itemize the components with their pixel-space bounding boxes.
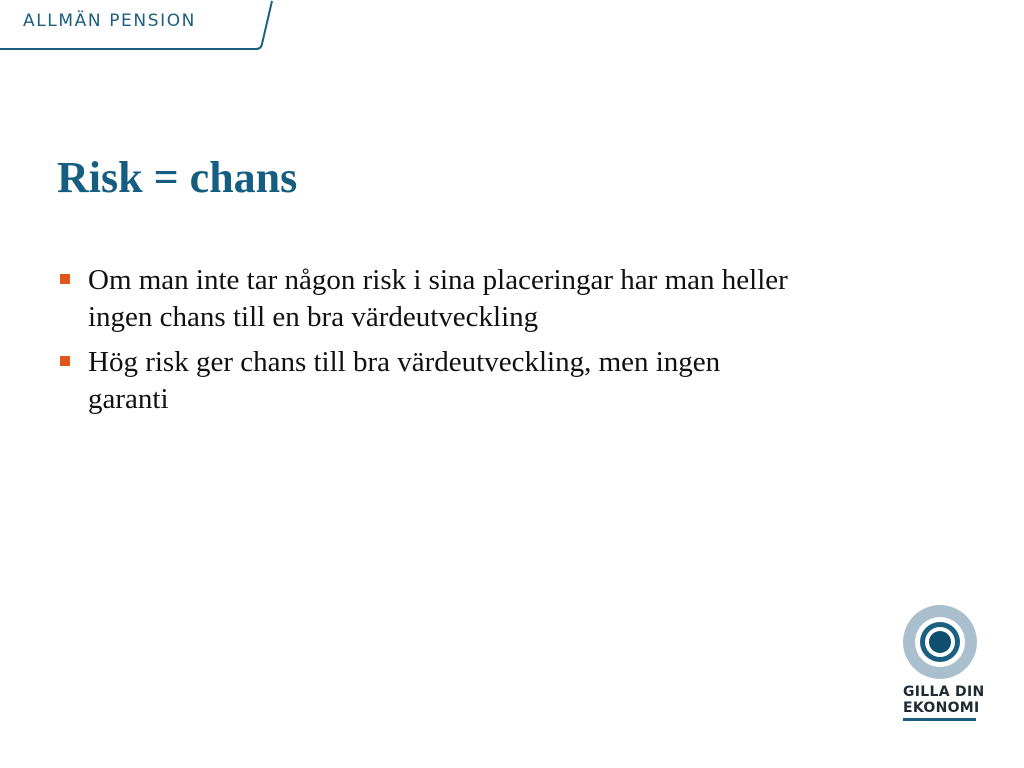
bullet-text: Hög risk ger chans till bra värdeutveckling, men ingen garanti [88,346,721,415]
logo-underline [903,718,976,721]
logo-text [903,684,985,716]
bullet-marker-icon [60,356,70,366]
bullet-item [60,344,800,418]
bullet-item [60,262,800,336]
bullet-list [60,262,800,426]
logo-text-line1: GILLA DIN [903,684,985,700]
concentric-circles-icon [902,604,978,680]
gilla-din-ekonomi-logo [898,604,985,724]
brand-label: ALLMÄN PENSION [23,11,197,31]
bullet-text: Om man inte tar någon risk i sina placeringar har man heller ingen chans till en bra värdeutveckling [88,264,788,333]
bullet-marker-icon [60,274,70,284]
logo-text-line2: EKONOMI [903,700,980,716]
header-tab [0,0,280,54]
slide-title: Risk = chans [57,153,298,202]
